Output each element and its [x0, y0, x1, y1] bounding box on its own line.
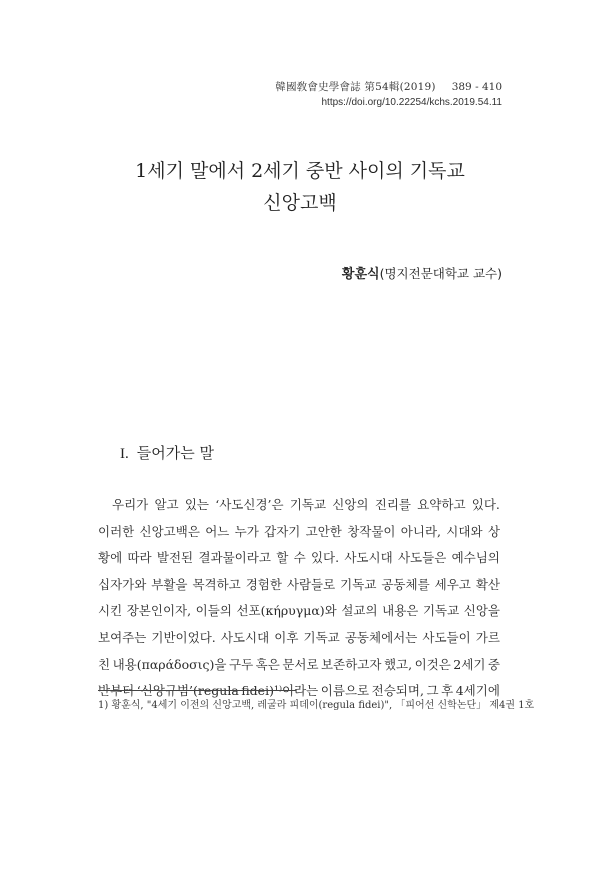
journal-name: 韓國敎會史學會誌 第54輯(2019) [275, 81, 436, 93]
body-word: 사도들이 [422, 629, 471, 645]
body-word: 세우고 [434, 576, 471, 592]
body-word: 따라 [127, 550, 152, 566]
running-header [275, 80, 502, 110]
body-paragraph [98, 492, 500, 705]
body-line [98, 572, 500, 599]
body-word: 경험한 [245, 576, 282, 592]
body-word: 이것은 [414, 656, 451, 672]
body-word: 기반이었다. [151, 629, 216, 645]
author-affiliation: (명지전문대학교 교수) [379, 266, 502, 281]
body-word: 설교의 [341, 603, 378, 619]
body-word: 시킨 [98, 603, 123, 619]
paper-title [0, 155, 600, 219]
body-word: 신앙고백은 [139, 523, 200, 539]
body-word: 시대와 [446, 523, 483, 539]
body-word: 있다. [310, 550, 340, 566]
body-word: 이들의 [195, 603, 232, 619]
body-word: 공동체에서는 [344, 629, 418, 645]
body-word: 갑자기 [264, 523, 301, 539]
body-word: 내용(παράδοσις)을 [112, 656, 227, 672]
body-word: 아니라, [400, 523, 441, 539]
body-word: 결과물이라고 [198, 550, 271, 566]
body-word: 목격하고 [192, 576, 241, 592]
body-word: 기독교 [289, 497, 327, 512]
body-word: 혹은 [255, 656, 280, 672]
body-word: 수 [293, 550, 306, 566]
body-word: 이름으로 [320, 683, 370, 699]
body-word: 할 [276, 550, 289, 566]
body-word: 있는 [184, 497, 210, 512]
title-line-2: 신앙고백 [263, 192, 337, 214]
body-word: 확산 [475, 576, 500, 592]
body-word: 중 [487, 656, 500, 672]
body-word: 어느 [205, 523, 230, 539]
body-word: 신앙의 [332, 497, 369, 512]
body-line [98, 652, 500, 679]
body-word: 장본인이자, [126, 603, 192, 619]
body-word: 발전된 [156, 550, 194, 566]
body-word: 후 [441, 683, 454, 699]
body-word: 그 [426, 683, 439, 699]
body-word: 보여주는 [98, 629, 147, 645]
body-word: 신앙을 [463, 603, 500, 619]
body-word: 사도시대 [344, 550, 393, 566]
body-word: 예수님의 [451, 550, 500, 566]
body-word: 했고, [383, 656, 413, 672]
body-word: 내용은 [382, 603, 419, 619]
section-heading [120, 442, 214, 463]
body-line [98, 625, 500, 652]
body-word: 가르 [475, 629, 500, 645]
body-word: 친 [98, 656, 111, 672]
body-word: 이후 [274, 629, 299, 645]
body-word: 이러한 [98, 523, 135, 539]
body-word: 십자가와 [98, 576, 147, 592]
body-word: 있다. [471, 497, 500, 512]
body-word: 상 [487, 523, 500, 539]
body-line [98, 492, 500, 519]
body-word: 진리를 [374, 497, 411, 512]
author-name: 황훈식 [341, 267, 380, 282]
body-word: 요약하고 [417, 497, 466, 512]
body-line [98, 519, 500, 546]
body-word: 기독교 [303, 629, 340, 645]
body-word: ‘신앙규범’(regula [136, 683, 239, 699]
body-word: 2세기 [453, 656, 486, 672]
body-word: 구두 [229, 656, 254, 672]
body-word: 기독교 [340, 576, 377, 592]
section-title: 들어가는 말 [136, 444, 214, 462]
section-number: I. [120, 446, 129, 462]
body-word: fidei)¹⁾이라는 [241, 683, 319, 699]
body-word: 고안한 [305, 523, 342, 539]
body-word: 누가 [234, 523, 259, 539]
body-word: 공동체를 [381, 576, 430, 592]
body-word: 사도시대 [220, 629, 270, 645]
body-word: 황에 [98, 550, 123, 566]
body-word: 보존하고자 [321, 656, 382, 672]
body-word: 알고 [154, 497, 179, 512]
body-word: 기독교 [422, 603, 460, 619]
title-line-1: 1세기 말에서 2세기 중반 사이의 기독교 [135, 160, 465, 182]
page-range: 389 - 410 [451, 81, 502, 93]
doi-link[interactable]: https://doi.org/10.22254/kchs.2019.54.11 [321, 97, 502, 108]
body-word: 사람들로 [286, 576, 336, 592]
body-word: 전승되며, [371, 683, 424, 699]
body-word: 반부터 [98, 683, 135, 699]
body-word: 우리가 [112, 497, 149, 512]
body-word: 부활을 [151, 576, 188, 592]
body-word: 창작물이 [347, 523, 396, 539]
body-word: 사도들은 [397, 550, 447, 566]
body-word: ‘사도신경’은 [215, 497, 284, 512]
body-line [98, 598, 500, 625]
body-word: 4세기에 [455, 683, 500, 699]
footnote: 1) 황훈식, "4세기 이전의 신앙고백, 레굴라 피데이(regula fidei)", 「피어선 신학논단」 제4권 1호 [98, 700, 535, 711]
body-word: 문서로 [282, 656, 319, 672]
author-byline [342, 263, 502, 282]
footnote-divider [98, 690, 296, 691]
body-line [98, 545, 500, 572]
body-word: 선포(κήρυγμα)와 [236, 603, 337, 619]
